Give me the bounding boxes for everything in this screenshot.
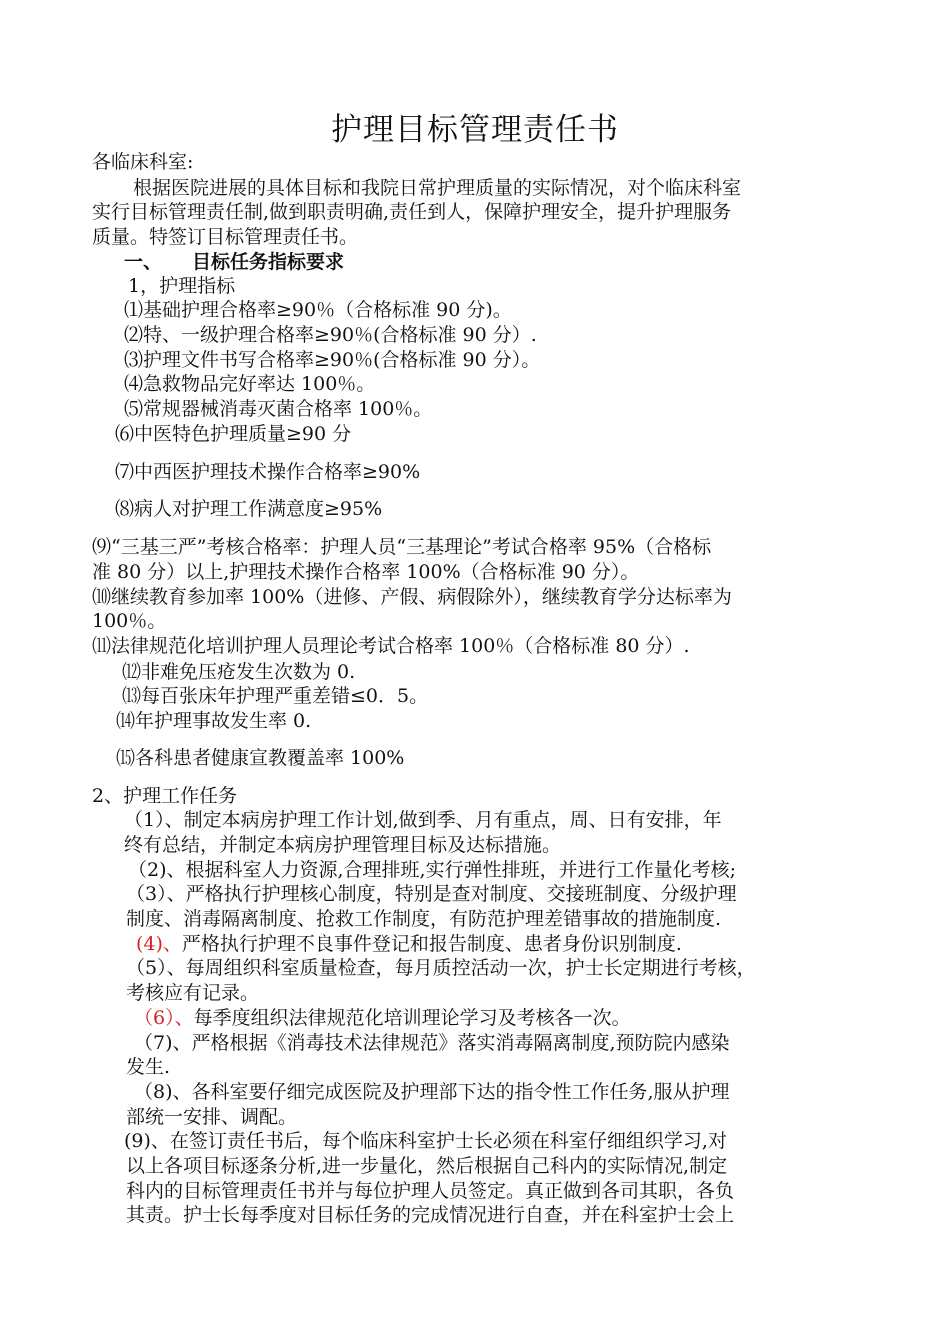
task-5-line-2: 考核应有记录。 <box>126 982 260 1004</box>
document-title: 护理目标管理责任书 <box>331 112 619 148</box>
indicator-12: ⑿非难免压疮发生次数为 0. <box>122 661 356 683</box>
indicator-7: ⑺中西医护理技术操作合格率≥90% <box>115 461 421 483</box>
indicator-1: ⑴基础护理合格率≥90％（合格标准 90 分)。 <box>124 299 512 321</box>
indicator-3: ⑶护理文件书写合格率≥90％(合格标准 90 分）。 <box>124 349 541 371</box>
indicator-13: ⒀每百张床年护理严重差错≤0．5。 <box>122 685 429 707</box>
task-6-text: 每季度组织法律规范化培训理论学习及考核各一次。 <box>193 1007 631 1029</box>
task-2: （2)、根据科室人力资源,合理排班,实行弹性排班，并进行工作量化考核; <box>128 859 736 881</box>
indicator-10-line-2: 100％。 <box>92 610 167 632</box>
task-3-line-2: 制度、消毒隔离制度、抢救工作制度，有防范护理差错事故的措施制度. <box>126 908 722 930</box>
section-1-number: 一、 <box>124 251 163 273</box>
section-1-heading: 目标任务指标要求 <box>192 251 345 273</box>
subheading-nursing-tasks: 2、护理工作任务 <box>92 785 238 807</box>
indicator-10-line-1: ⑽继续教育参加率 100%（进修、产假、病假除外），继续教育学分达标率为 <box>92 586 732 608</box>
indicator-11: ⑾法律规范化培训护理人员理论考试合格率 100％（合格标准 80 分）. <box>92 635 690 657</box>
task-3-line-1: （3）、严格执行护理核心制度，特别是查对制度、交接班制度、分级护理 <box>126 883 737 905</box>
indicator-15: ⒂各科患者健康宣教覆盖率 100% <box>116 747 405 769</box>
indicator-8: ⑻病人对护理工作满意度≥95% <box>115 498 383 520</box>
salutation: 各临床科室: <box>92 151 194 173</box>
task-7-line-1: （7)、严格根据《消毒技术法律规范》落实消毒隔离制度,预防院内感染 <box>134 1032 730 1054</box>
subheading-nursing-indicators: 1，护理指标 <box>128 275 236 297</box>
intro-line-3: 质量。特签订目标管理责任书。 <box>92 226 359 248</box>
task-4 <box>136 932 682 956</box>
task-1-line-2: 终有总结，并制定本病房护理管理目标及达标措施。 <box>124 834 562 856</box>
task-6 <box>134 1006 631 1030</box>
task-8-line-1: （8)、各科室要仔细完成医院及护理部下达的指令性工作任务,服从护理 <box>134 1081 730 1103</box>
task-9-line-2: 以上各项目标逐条分析,进一步量化，然后根据自己科内的实际情况,制定 <box>126 1155 728 1177</box>
task-5-line-1: （5）、每周组织科室质量检查，每月质控活动一次，护士长定期进行考核， <box>126 957 756 979</box>
intro-line-1: 根据医院进展的具体目标和我院日常护理质量的实际情况，对个临床科室 <box>133 177 742 199</box>
task-8-line-2: 部统一安排、调配。 <box>126 1106 298 1128</box>
task-9-line-3: 科内的目标管理责任书并与每位护理人员签定。真正做到各司其职，各负 <box>126 1180 735 1202</box>
indicator-9-line-1: ⑼“三基三严”考核合格率：护理人员“三基理论”考试合格率 95%（合格标 <box>92 536 712 558</box>
indicator-5: ⑸常规器械消毒灭菌合格率 100％。 <box>124 398 433 420</box>
indicator-4: ⑷急救物品完好率达 100％。 <box>124 373 376 395</box>
task-7-line-2: 发生. <box>126 1056 171 1078</box>
intro-line-2: 实行目标管理责任制,做到职责明确,责任到人，保障护理安全，提升护理服务 <box>92 201 732 223</box>
task-9-line-1: (9)、在签订责任书后，每个临床科室护士长必须在科室仔细组织学习,对 <box>124 1130 727 1152</box>
task-1-line-1: （1）、制定本病房护理工作计划,做到季、月有重点，周、日有安排，年 <box>124 809 722 831</box>
task-9-line-4: 其责。护士长每季度对目标任务的完成情况进行自查，并在科室护士会上 <box>126 1204 735 1226</box>
indicator-2: ⑵特、一级护理合格率≥90％(合格标准 90 分）. <box>124 324 537 346</box>
indicator-9-line-2: 准 80 分）以上,护理技术操作合格率 100%（合格标准 90 分）。 <box>92 561 640 583</box>
indicator-14: ⒁年护理事故发生率 0. <box>116 710 312 732</box>
indicator-6: ⑹中医特色护理质量≥90 分 <box>115 423 352 445</box>
task-4-text: 严格执行护理不良事件登记和报告制度、患者身份识别制度. <box>181 933 682 955</box>
task-4-number: (4)、 <box>136 933 182 955</box>
task-6-number: （6）、 <box>134 1007 194 1029</box>
